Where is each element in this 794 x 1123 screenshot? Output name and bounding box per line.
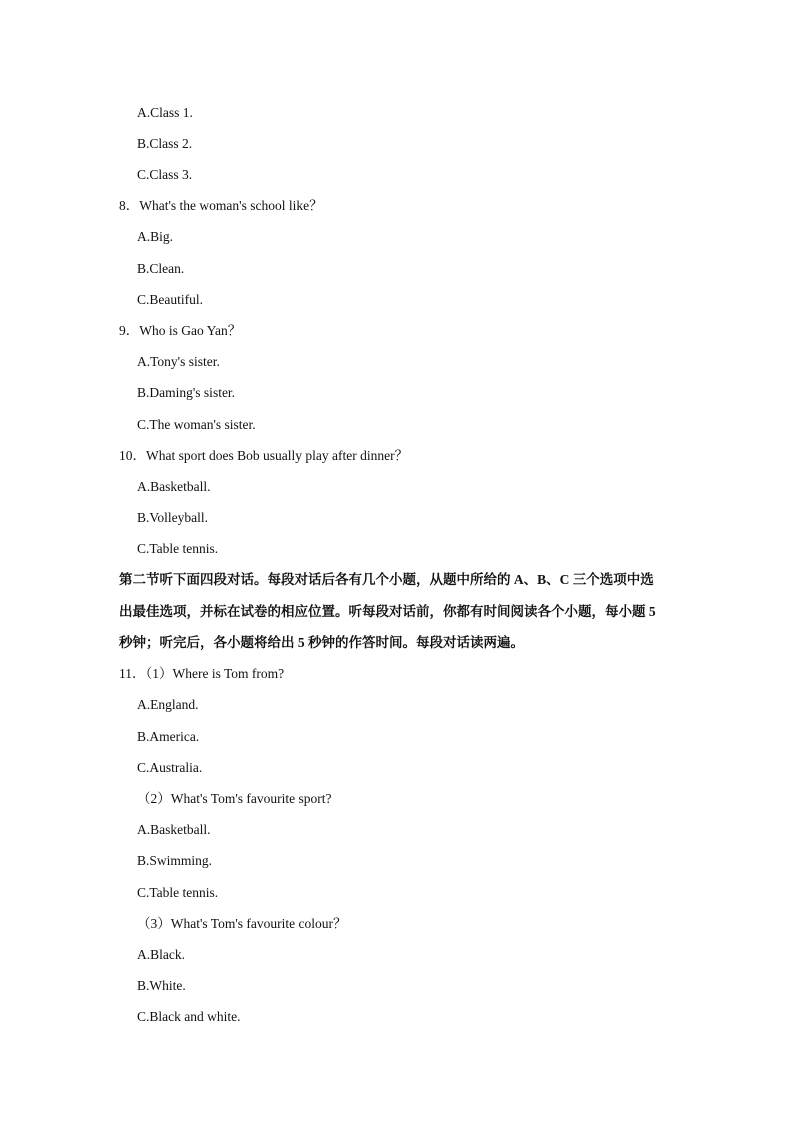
option-9a: A.Tony's sister. (137, 354, 220, 369)
question-11-2: （2）What's Tom's favourite sport? (137, 791, 332, 806)
question-9: 9．Who is Gao Yan？ (119, 323, 242, 338)
option-9c: C.The woman's sister. (137, 417, 256, 432)
option-11-1b: B.America. (137, 729, 200, 744)
question-8: 8．What's the woman's school like？ (119, 198, 323, 213)
option-10a: A.Basketball. (137, 479, 211, 494)
section-instructions-line-2: 出最佳选项，并标在试卷的相应位置。听每段对话前，你都有时间阅读各个小题，每小题 5 (119, 604, 656, 619)
option-10b: B.Volleyball. (137, 510, 209, 525)
option-11-1c: C.Australia. (137, 760, 203, 775)
question-11-1: 11．（1）Where is Tom from? (119, 666, 285, 681)
option-9b: B.Daming's sister. (137, 385, 236, 400)
option-10c: C.Table tennis. (137, 541, 219, 556)
option-11-3c: C.Black and white. (137, 1009, 241, 1024)
option-11-1a: A.England. (137, 697, 199, 712)
option-7a: A.Class 1. (137, 105, 193, 120)
option-11-2b: B.Swimming. (137, 853, 213, 868)
option-11-2a: A.Basketball. (137, 822, 211, 837)
option-8c: C.Beautiful. (137, 292, 203, 307)
question-10: 10．What sport does Bob usually play after dinner？ (119, 448, 409, 463)
option-11-3b: B.White. (137, 978, 186, 993)
option-8a: A.Big. (137, 229, 174, 244)
question-11-3: （3）What's Tom's favourite colour？ (137, 916, 347, 931)
option-8b: B.Clean. (137, 261, 185, 276)
option-11-2c: C.Table tennis. (137, 885, 219, 900)
section-instructions-line-1: 第二节听下面四段对话。每段对话后各有几个小题，从题中所给的 A、B、C 三个选项中选 (119, 572, 654, 587)
option-7b: B.Class 2. (137, 136, 193, 151)
option-11-3a: A.Black. (137, 947, 185, 962)
option-7c: C.Class 3. (137, 167, 193, 182)
section-instructions-line-3: 秒钟；听完后，各小题将给出 5 秒钟的作答时间。每段对话读两遍。 (119, 635, 524, 650)
